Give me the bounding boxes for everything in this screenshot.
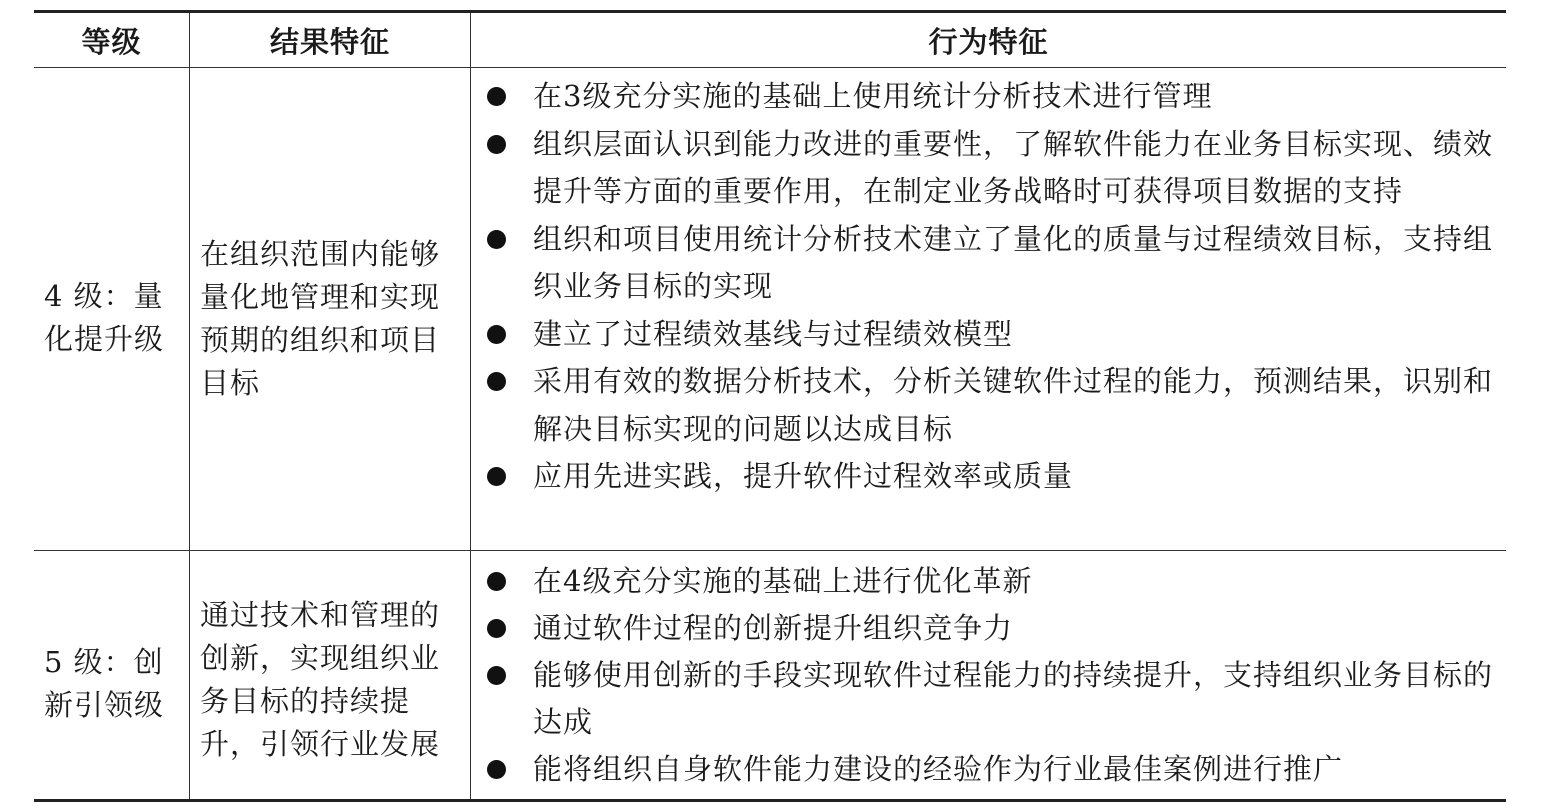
header-result: 结果特征 (269, 24, 390, 59)
behavior-text: 能够使用创新的手段实现软件过程能力的持续提升，支持组织业务目标的达成 (533, 658, 1494, 739)
bullet-icon (487, 572, 506, 591)
behavior-item (481, 73, 1501, 121)
behavior-item (481, 216, 1501, 311)
column-divider (470, 13, 471, 799)
behavior-text: 应用先进实践，提升软件过程效率或质量 (533, 459, 1074, 493)
behavior-item (481, 358, 1501, 453)
behavior-item (481, 746, 1501, 793)
behavior-item (481, 558, 1501, 605)
bullet-icon (487, 87, 506, 106)
behavior-text: 能将组织自身软件能力建设的经验作为行业最佳案例进行推广 (533, 752, 1344, 786)
header-divider (34, 67, 1506, 68)
behavior-text: 在4级充分实施的基础上进行优化革新 (533, 564, 1033, 598)
header-behavior: 行为特征 (928, 24, 1049, 59)
bullet-icon (487, 467, 506, 486)
behavior-item (481, 652, 1501, 746)
bullet-icon (487, 760, 506, 779)
maturity-level-table (34, 10, 1506, 802)
behavior-item (481, 311, 1501, 359)
behavior-text: 组织层面认识到能力改进的重要性，了解软件能力在业务目标实现、绩效提升等方面的重要作用，在制定业务战略时可获得项目数据的支持 (533, 126, 1494, 208)
behavior-list (481, 73, 1501, 501)
row-level-cell: 4 级：量化提升级 (44, 279, 165, 356)
behavior-item (481, 605, 1501, 652)
bullet-icon (487, 135, 506, 154)
row-result-cell: 在组织范围内能够量化地管理和实现预期的组织和项目目标 (200, 237, 441, 400)
behavior-text: 组织和项目使用统计分析技术建立了量化的质量与过程绩效目标，支持组织业务目标的实现 (533, 221, 1494, 303)
bullet-icon (487, 619, 506, 638)
bullet-icon (487, 230, 506, 249)
column-divider (189, 13, 190, 799)
behavior-item (481, 121, 1501, 216)
bullet-icon (487, 372, 506, 391)
behavior-text: 通过软件过程的创新提升组织竞争力 (533, 611, 1014, 645)
row-level-cell: 5 级：创新引领级 (44, 645, 165, 722)
behavior-text: 建立了过程绩效基线与过程绩效模型 (533, 316, 1014, 351)
behavior-list (481, 558, 1501, 793)
row-result-cell: 通过技术和管理的创新，实现组织业务目标的持续提升，引领行业发展 (200, 598, 441, 761)
row-divider (34, 550, 1506, 551)
bullet-icon (487, 325, 506, 344)
bullet-icon (487, 666, 506, 685)
behavior-text: 采用有效的数据分析技术，分析关键软件过程的能力，预测结果，识别和解决目标实现的问题以达成目标 (533, 364, 1494, 446)
header-level: 等级 (81, 24, 142, 59)
behavior-text: 在3级充分实施的基础上使用统计分析技术进行管理 (533, 79, 1213, 113)
behavior-item (481, 453, 1501, 501)
